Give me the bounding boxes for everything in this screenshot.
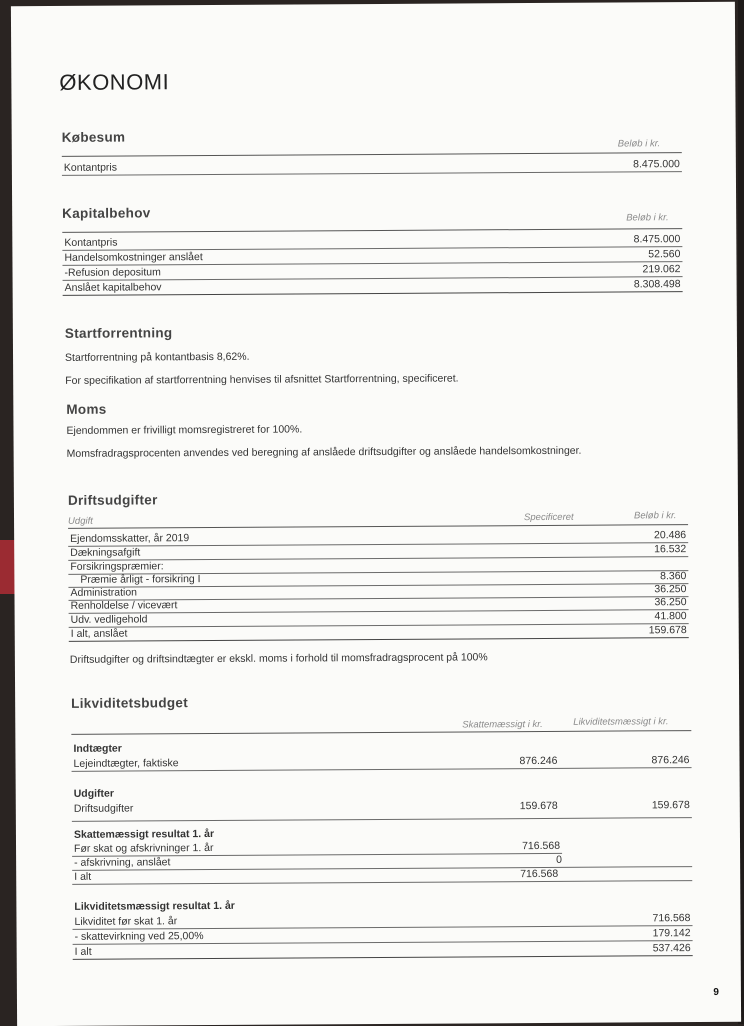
- column-header-specificeret: Specificeret: [523, 511, 574, 524]
- row-amount: 8.360: [660, 570, 687, 583]
- subsection-title: Indtægter: [73, 742, 122, 755]
- row-label: Anslået kapitalbehov: [64, 281, 162, 294]
- page-number: 9: [713, 986, 719, 998]
- paragraph: For specifikation af startforrentning henvises til afsnittet Startforrentning, specificeret.: [65, 372, 459, 387]
- section-heading-moms: Moms: [66, 401, 107, 417]
- row-label: Før skat og afskrivninger 1. år: [74, 841, 214, 855]
- row-amount: 716.568: [522, 839, 561, 853]
- row-label: Lejeindtægter, faktiske: [73, 757, 179, 770]
- table-row-total: [73, 941, 693, 960]
- paragraph: Ejendommen er frivilligt momsregistreret for 100%.: [66, 423, 303, 437]
- table-row: [71, 753, 691, 772]
- subsection-title: Likviditetsmæssigt resultat 1. år: [74, 899, 235, 913]
- section-rule: [71, 730, 691, 735]
- paragraph-note: Driftsudgifter og driftsindtægter er ekskl. moms i forhold til momsfradragsprocent på 100%: [69, 651, 488, 666]
- row-label: Renholdelse / vicevært: [70, 599, 178, 612]
- row-amount: 219.062: [642, 263, 681, 276]
- row-amount: 716.568: [652, 912, 691, 925]
- row-label: Dækningsafgift: [70, 546, 141, 559]
- column-header-skat: Skattemæssigt i kr.: [462, 718, 543, 731]
- row-label: Likviditet før skat 1. år: [74, 915, 178, 928]
- column-header-udgift: Udgift: [68, 515, 93, 527]
- row-label: Kontantpris: [64, 236, 118, 249]
- paragraph: Momsfradragsprocenten anvendes ved beregning af anslåede driftsudgifter og anslåede handelsomkostninger.: [66, 444, 582, 460]
- row-label: Ejendomsskatter, år 2019: [70, 532, 190, 545]
- amount-column-header: Beløb i kr.: [626, 212, 669, 224]
- section-heading-driftsudgifter: Driftsudgifter: [67, 492, 158, 508]
- row-label: I alt: [74, 945, 92, 958]
- row-amount: 41.800: [654, 610, 687, 623]
- section-heading-likviditetsbudget: Likviditetsbudget: [71, 695, 189, 711]
- row-label: Driftsudgifter: [73, 802, 134, 815]
- row-amount: 716.568: [520, 867, 559, 881]
- amount-column-header: Beløb i kr.: [617, 138, 661, 150]
- row-label: -Refusion depositum: [64, 266, 161, 279]
- table-row: [62, 157, 682, 176]
- row-amount-likv: 876.246: [651, 754, 690, 767]
- row-amount: 20.486: [653, 529, 687, 542]
- row-label: Præmie årligt - forsikring I: [80, 573, 201, 586]
- row-label: - skattevirkning ved 25,00%: [74, 930, 204, 943]
- row-amount: 159.678: [648, 624, 687, 637]
- row-amount: 0: [556, 853, 562, 866]
- column-header-belob: Beløb i kr.: [633, 510, 677, 522]
- paragraph: Startforrentning på kontantbasis 8,62%.: [65, 350, 250, 364]
- row-amount: 8.475.000: [633, 158, 680, 171]
- table-row-total: [72, 866, 692, 885]
- row-amount: 16.532: [654, 543, 687, 556]
- row-amount-likv: 159.678: [651, 799, 690, 812]
- row-label: - afskrivning, anslået: [74, 856, 171, 869]
- subsection-title: Udgifter: [73, 787, 114, 800]
- section-rule: [62, 152, 682, 157]
- column-header-likv: Likviditetsmæssigt i kr.: [573, 716, 669, 728]
- table-row: [72, 798, 692, 816]
- row-label: Handelsomkostninger anslået: [64, 251, 203, 264]
- section-heading-kobesum: Købesum: [61, 129, 126, 145]
- row-label: I alt, anslået: [70, 627, 128, 640]
- row-amount: 8.308.498: [633, 278, 681, 291]
- table-row-total: [69, 623, 689, 642]
- row-amount: 8.475.000: [633, 233, 681, 246]
- row-amount: 537.426: [652, 942, 691, 955]
- row-amount-skat: 159.678: [519, 799, 558, 813]
- row-amount: 36.250: [654, 583, 687, 596]
- subsection-title: Skattemæssigt resultat 1. år: [73, 827, 215, 841]
- section-rule: [72, 817, 692, 822]
- row-label: Forsikringspræmier:: [70, 560, 164, 573]
- row-amount: 36.250: [654, 596, 687, 609]
- row-amount-skat: 876.246: [519, 754, 558, 768]
- row-amount: 179.142: [652, 927, 691, 940]
- section-heading-kapitalbehov: Kapitalbehov: [62, 205, 151, 221]
- table-row-total: [63, 277, 683, 296]
- row-label: Kontantpris: [63, 161, 118, 174]
- row-label: Udv. vedligehold: [70, 613, 148, 626]
- document-page: [11, 2, 741, 1026]
- section-heading-startforrentning: Startforrentning: [64, 325, 173, 341]
- row-label: Administration: [70, 586, 138, 599]
- row-amount: 52.560: [648, 248, 681, 261]
- row-label: I alt: [74, 870, 92, 883]
- page-title: ØKONOMI: [59, 69, 170, 95]
